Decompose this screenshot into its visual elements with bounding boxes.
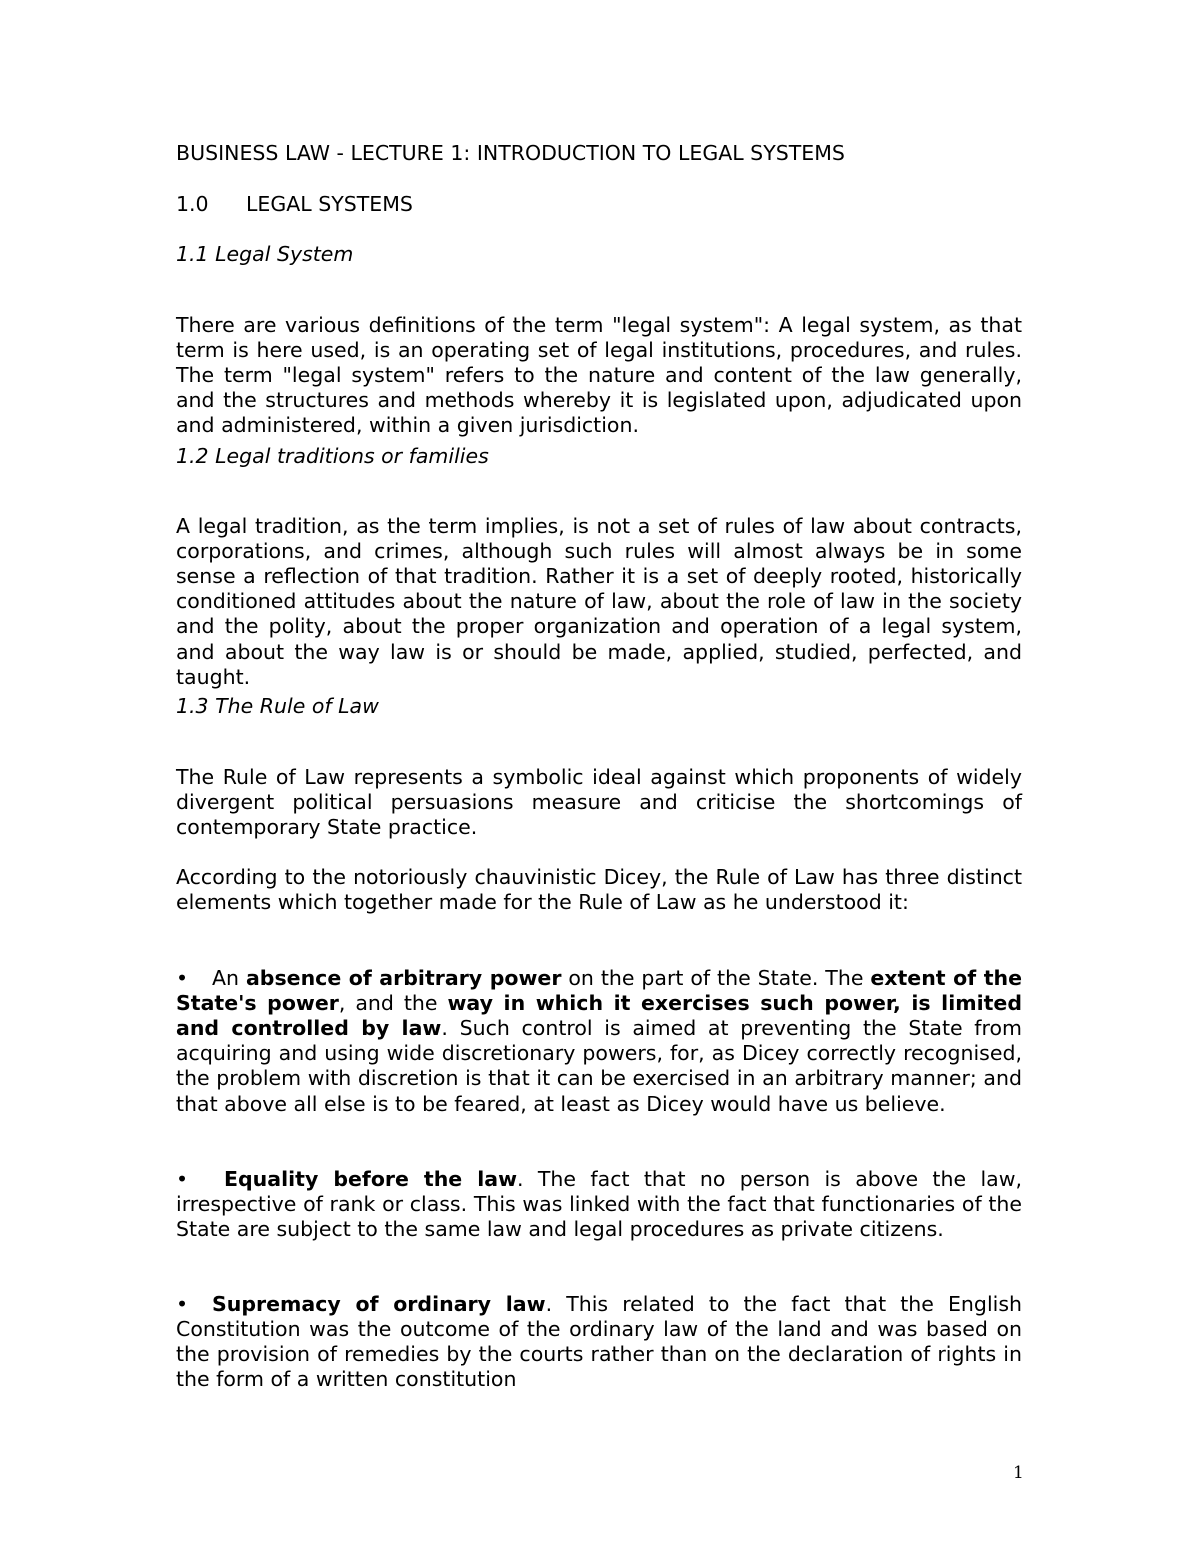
paragraph-legal-traditions: A legal tradition, as the term implies, is not a set of rules of law about contracts, corporations, and crimes, although such rules will almost always be in some sense a reflection of that tradition. Rather it is a set of deeply rooted, historically conditioned attitudes about the nature of law, about the role of law in the society and the polity, about the proper organization and operation of a legal system, and about the way law is or should be made, applied, studied, perfected, and taught.: [176, 513, 1022, 689]
section-title: LEGAL SYSTEMS: [246, 192, 413, 216]
document-title: BUSINESS LAW - LECTURE 1: INTRODUCTION TO LEGAL SYSTEMS: [176, 141, 845, 165]
bullet-text: . The fact that no person is above the law, irrespective of rank or class. This was linked with the fact that functionaries of the State are subject to the same law and legal procedures as private citizens.: [176, 1166, 1022, 1241]
section-heading: [176, 191, 413, 217]
bold-phrase: extent of the State's power: [176, 965, 1022, 1015]
bullet-icon: •: [176, 1166, 189, 1191]
bullet-icon: •: [176, 1291, 189, 1316]
bullet-supremacy-of-ordinary-law: [176, 1292, 1022, 1393]
bullet-text: . This related to the fact that the English Constitution was the outcome of the ordinary law of the land and was based on the provision of remedies by the courts rather than on the declaration of rights in the form of a written constitution: [176, 1291, 1023, 1392]
bullet-equality-before-law: [176, 1167, 1022, 1243]
bold-phrase: Equality before the law: [224, 1166, 518, 1191]
bullet-text: An: [212, 965, 246, 990]
bullet-icon: •: [176, 965, 189, 990]
bold-phrase: way in which it exercises such power, is limited and controlled by law: [176, 990, 1023, 1040]
bullet-text: . Such control is aimed at preventing the State from acquiring and using wide discretionary powers, for, as Dicey correctly recognised, the problem with discretion is that it can be exercised in an arbitrary manner; and that above all else is to be feared, at least as Dicey would have us believe.: [176, 1015, 1022, 1116]
bullet-text: , and the: [338, 990, 448, 1015]
paragraph-legal-system: There are various definitions of the term "legal system": A legal system, as that term is here used, is an operating set of legal institutions, procedures, and rules. The term "legal system" refers to the nature and content of the law generally, and the structures and methods whereby it is legislated upon, adjudicated upon and administered, within a given jurisdiction.: [176, 312, 1022, 438]
section-number: 1.0: [176, 192, 209, 216]
paragraph-dicey: According to the notoriously chauvinistic Dicey, the Rule of Law has three distinct elements which together made for the Rule of Law as he understood it:: [176, 864, 1022, 914]
bullet-text: on the part of the State. The: [561, 965, 871, 990]
page-number: 1: [1013, 1463, 1024, 1483]
subheading-legal-system: 1.1 Legal System: [176, 242, 354, 266]
bold-phrase: Supremacy of ordinary law: [212, 1291, 546, 1316]
bold-phrase: absence of arbitrary power: [245, 965, 562, 990]
paragraph-rule-of-law-intro: The Rule of Law represents a symbolic ideal against which proponents of widely divergent political persuasions measure and criticise the shortcomings of contemporary State practice.: [176, 764, 1022, 839]
subheading-rule-of-law: 1.3 The Rule of Law: [176, 694, 379, 718]
subheading-legal-traditions: 1.2 Legal traditions or families: [176, 444, 489, 468]
bullet-absence-of-arbitrary-power: [176, 966, 1022, 1117]
